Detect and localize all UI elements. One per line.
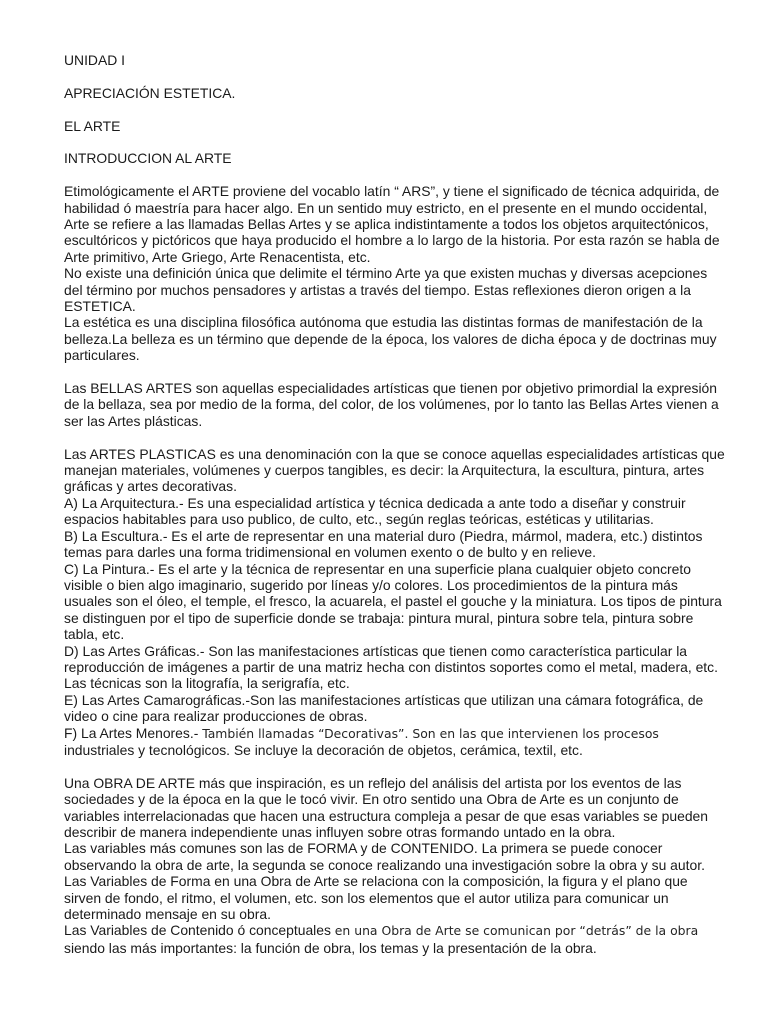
content-variables-alt-text: en una Obra de Arte se comunican por “detrás” de la obra [334,923,699,939]
list-item-sculpture: B) La Escultura.- Es el arte de representar en una material duro (Piedra, mármol, madera, etc.) distintos temas para darles una forma tridimensional en volumen exento o de bulto y en relieve. [64,527,703,561]
paragraph-form-variables: Las Variables de Forma en una Obra de Arte se relaciona con la composición, la figura y el plano que sirven de fondo, el ritmo, el volumen, etc. son los elementos que el autor utiliza para comunicar un determinado mensaje en su obra. [64,873,688,923]
list-item-graphic-arts: D) Las Artes Gráficas.- Son las manifestaciones artísticas que tienen como característica particular la reproducción de imágenes a partir de una matriz hecha con distintos soportes como el metal, madera, etc. Las técnicas son la litografía, la serigrafía, etc. [64,642,718,692]
heading-art: EL ARTE [64,117,121,134]
paragraph-etymology: Etimológicamente el ARTE proviene del vocablo latín “ ARS”, y tiene el significado de técnica adquirida, de habilidad ó maestría para hacer algo. En un sentido muy estricto, en el presente en el mundo occidental, Arte se refiere a las llamadas Bellas Artes y se aplica indistintamente a todos los objetos arquitectónicos, escultóricos y pictóricos que haya producido el hombre a lo largo de la historia. Por esta razón se habla de Arte primitivo, Arte Griego, Arte Renacentista, etc. [64,183,720,265]
paragraph-work-of-art: Una OBRA DE ARTE más que inspiración, es un reflejo del análisis del artista por los eventos de las sociedades y de la época en la que le tocó vivir. En otro sentido una Obra de Arte es un conjunto de variables interrelacionadas que hacen una estructura compleja a pesar de que esas variables se pueden describir de manera independiente unas influyen sobre otras formando untado en la obra. [64,774,709,840]
paragraph-variables: Las variables más comunes son las de FORMA y de CONTENIDO. La primera se puede conocer observando la obra de arte, la segunda se conoce realizando una investigación sobre la obra y su autor. [64,840,705,873]
minor-arts-lead: F) La Artes Menores.- [64,724,203,741]
list-item-architecture: A) La Arquitectura.- Es una especialidad artística y técnica dedicada a ante todo a diseñar y construir espacios habitables para uso publico, de culto, etc., según reglas teóricas, estéticas y utilitarias. [64,494,686,528]
content-variables-lead: Las Variables de Contenido ó conceptuales [64,922,335,939]
content-variables-rest: siendo las más importantes: la función de obra, los temas y la presentación de la obra. [64,939,597,956]
list-item-painting: C) La Pintura.- Es el arte y la técnica de representar en una superficie plana cualquier objeto concreto visible o bien algo imaginario, sugerido por líneas y/o colores. Los procedimientos de la pintura más usuales son el óleo, el temple, el fresco, la acuarela, el pastel el gouche y la miniatura. Los tipos de pintura se distinguen por el tipo de superficie donde se trabaja: pintura mural, pintura sobre tela, pintura sobre tabla, etc. [64,560,722,643]
paragraph-plastic-arts: Las ARTES PLASTICAS es una denominación con la que se conoce aquellas especialidades artísticas que manejan materiales, volúmenes y cuerpos tangibles, es decir: la Arquitectura, la escultura, pintura, artes gráficas y artes decorativas. [64,445,725,495]
minor-arts-alt-text: También llamadas “Decorativas”. Son en las que intervienen los procesos [202,725,659,741]
list-item-camera-arts: E) Las Artes Camarográficas.-Son las manifestaciones artísticas que utilizan una cámara fotográfica, de video o cine para realizar producciones de obras. [64,691,704,725]
list-item-minor-arts [64,725,726,759]
paragraph-content-variables [64,922,726,956]
heading-appreciation: APRECIACIÓN ESTETICA. [64,84,236,101]
paragraph-fine-arts: Las BELLAS ARTES son aquellas especialidades artísticas que tienen por objetivo primordial la expresión de la bellaza, sea por medio de la forma, del color, de los volúmenes, por lo tanto las Bellas Artes vienen a ser las Artes plásticas. [64,380,719,429]
minor-arts-rest: industriales y tecnológicos. Se incluye la decoración de objetos, cerámica, textil, etc. [64,741,583,758]
paragraph-aesthetics: La estética es una disciplina filosófica autónoma que estudia las distintas formas de manifestación de la belleza.La belleza es un término que depende de la época, los valores de dicha época y de doctrinas muy particulares. [64,314,717,364]
document-page [64,52,726,956]
heading-unit: UNIDAD I [64,52,125,68]
heading-intro: INTRODUCCION AL ARTE [64,150,232,167]
paragraph-definition: No existe una definición única que delimite el término Arte ya que existen muchas y diversas acepciones del término por muchos pensadores y artistas a través del tiempo. Estas reflexiones dieron origen a la ESTETICA. [64,265,708,315]
